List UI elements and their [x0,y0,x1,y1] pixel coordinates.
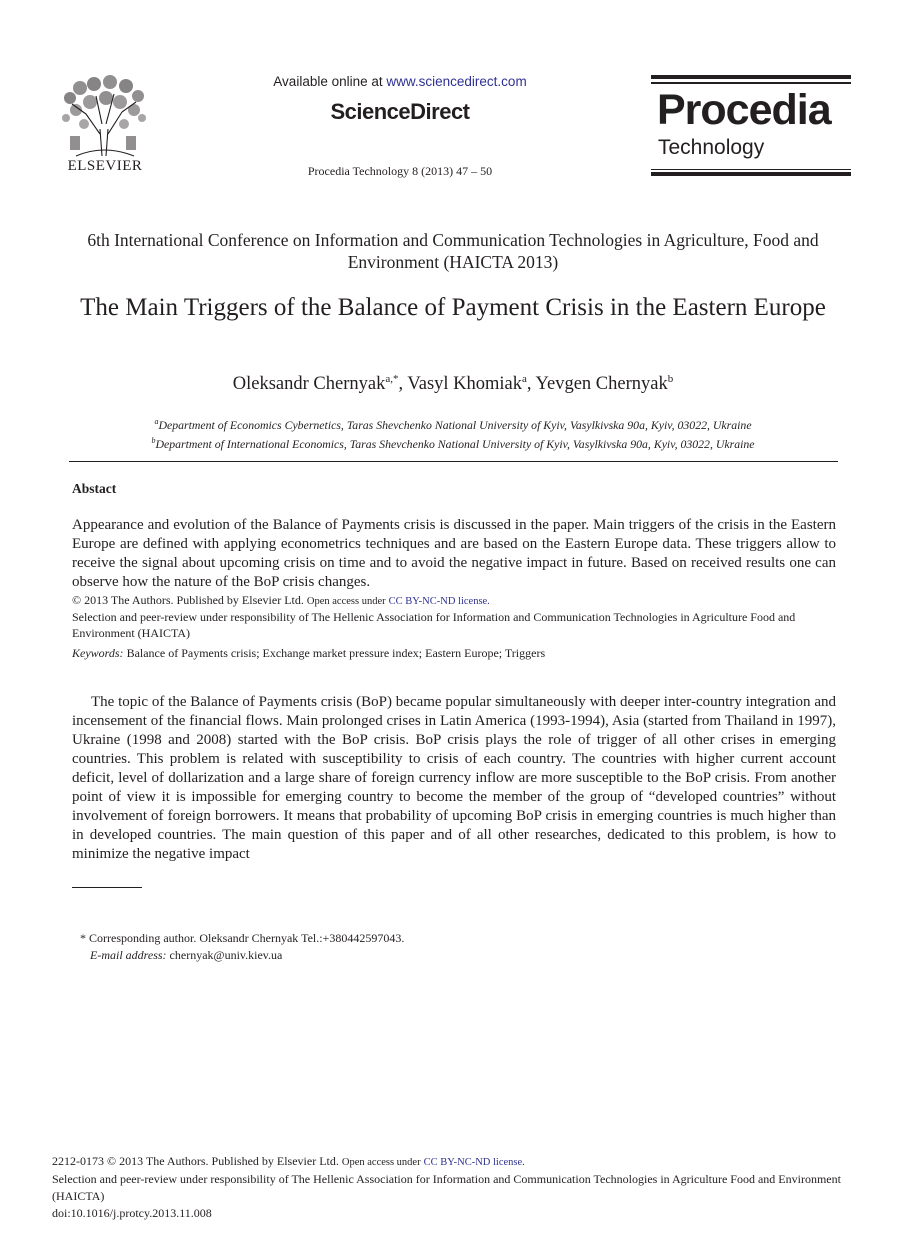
affil-mark: b [151,435,156,445]
procedia-subtitle: Technology [658,136,765,159]
keywords-label: Keywords: [72,646,124,660]
procedia-logo [651,75,851,177]
affiliation [60,414,846,433]
license-link[interactable]: CC BY-NC-ND license. [388,596,490,607]
license-link[interactable]: CC BY-NC-ND license. [423,1157,525,1168]
available-prefix: Available online at [273,74,387,89]
affiliations [60,414,846,452]
email-address[interactable]: chernyak@univ.kiev.ua [169,948,283,962]
publisher-name: ELSEVIER [67,158,143,174]
author-affil-mark: b [667,373,674,385]
affil-text: Department of International Economics, Taras Shevchenko National University of Kyiv, Vasylkivska 90a, Kyiv, 03022, Ukraine [155,436,755,451]
email-label: E-mail address: [90,948,167,962]
abstract-copyright [72,592,836,610]
affil-text: Department of Economics Cybernetics, Taras Shevchenko National University of Kyiv, Vasylkivska 90a, Kyiv, 03022, Ukraine [158,417,752,432]
keywords [72,645,836,661]
sciencedirect-link[interactable]: www.sciencedirect.com [386,74,527,89]
open-access-text: Open access under [306,596,386,607]
open-access-text: Open access under [341,1157,421,1168]
conference-name: 6th International Conference on Information and Communication Technologies in Agriculture, Food and Environment (HAICTA 2013) [87,230,819,272]
abstract-selection: Selection and peer-review under responsibility of The Hellenic Association for Information and Communication Technologies in Agriculture Food and Environment (HAICTA) [72,610,796,640]
procedia-wordmark: Procedia [657,86,831,134]
author-affil-mark: a [522,373,527,385]
email-line [80,947,820,964]
body-paragraph: The topic of the Balance of Payments crisis (BoP) became popular simultaneously with deeper inter-country integration and incensement of the financial flows. Main prolonged crises in Latin America (1993-1994), Asia (started from Thailand in 1997), Ukraine (1998 and 2008) started with the BoP crisis. BoP crisis plays the role of trigger of all other crises in emerging countries. This problem is related with susceptibility to crisis of each country. The countries with higher current account deficit, level of dollarization and a large share of foreign currency inflow are more susceptible to the BoP crisis. From another point of view it is impossible for emerging country to become the member of the group of “developed countries” without involvement of foreign borrowers. It means that probability of upcoming BoP crisis in emerging countries is much higher than in developed countries. The main question of this paper and of all other researches, dedicated to this problem, is how to minimize the negative impact [72,694,836,862]
affil-mark: a [154,417,159,426]
author-name: Vasyl Khomiak [407,374,523,395]
sciencedirect-wordmark: ScienceDirect [330,99,470,124]
footnote [80,930,820,964]
author-affil-mark: a,* [385,373,399,385]
header-divider [69,461,838,462]
footer-selection: Selection and peer-review under responsibility of The Hellenic Association for Information and Communication Technologies in Agriculture Food and Environment (HAICTA) [52,1172,841,1203]
paper-title: The Main Triggers of the Balance of Payment Crisis in the Eastern Europe [80,294,826,321]
abstract-heading: Abstact [72,481,117,496]
keywords-list: Balance of Payments crisis; Exchange market pressure index; Eastern Europe; Triggers [126,646,546,660]
footnote-divider [72,887,142,888]
author-list: Oleksandr Chernyak$^{a,*}$, Vasyl Khomiak$^a$, Yevgen Chernyak$^b$ [232,373,674,395]
copyright-text: © 2013 The Authors. Published by Elsevier Ltd. [72,593,304,607]
author-name: Oleksandr Chernyak [232,374,386,395]
abstract-text: Appearance and evolution of the Balance of Payments crisis is discussed in the paper. Main triggers of the crisis in the Eastern Europe are defined with applying econometrics techniques and are based on the Eastern Europe data. These triggers allow to receive the signal about upcoming crisis on time and to avoid the negative impact in future. Based on received results one can observe how the nature of the BoP crisis changes. [72,517,836,590]
footer-copyright [52,1153,842,1171]
affiliation [60,433,846,452]
page-footer [52,1153,842,1222]
author-name: Yevgen Chernyak [535,374,668,395]
corresponding-author: * Corresponding author. Oleksandr Chernyak Tel.:+380442597043. [80,931,405,945]
issn-copyright: 2212-0173 © 2013 The Authors. Published by Elsevier Ltd. [52,1154,339,1168]
journal-citation: Procedia Technology 8 (2013) 47 – 50 [307,164,493,178]
doi[interactable]: doi:10.1016/j.protcy.2013.11.008 [52,1206,212,1220]
